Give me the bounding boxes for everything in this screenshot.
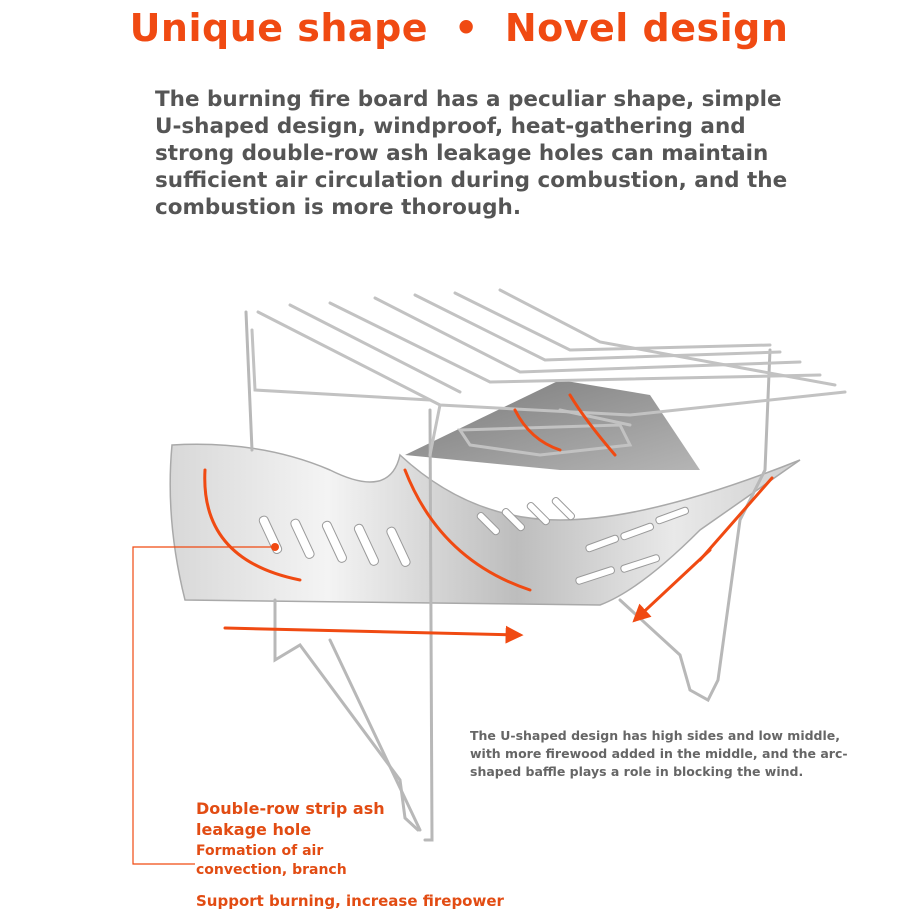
grill-illustration xyxy=(0,230,918,918)
intro-paragraph: The burning fire board has a peculiar shape, simple U-shaped design, windproof, heat-gathering and strong double-row ash leakage holes can maintain sufficient air circulation during combustion, and the combustion is more thorough. xyxy=(155,87,788,220)
headline-right: Novel design xyxy=(504,6,789,50)
back-panel xyxy=(405,380,700,470)
headline xyxy=(0,6,918,50)
headline-left: Unique shape xyxy=(129,6,429,50)
callout-leakage-hole: Double-row strip ash leakage hole xyxy=(196,799,385,839)
headline-separator: • xyxy=(454,6,479,50)
callout-air-convection: Formation of air convection, branch xyxy=(196,843,347,878)
callout-support-burning: Support burning, increase firepower xyxy=(196,892,504,910)
u-shape-description: The U-shaped design has high sides and low middle, with more firewood added in the middle, and the arc-shaped baffle plays a role in blocking the wind. xyxy=(470,728,848,779)
callout-dot xyxy=(271,543,279,551)
